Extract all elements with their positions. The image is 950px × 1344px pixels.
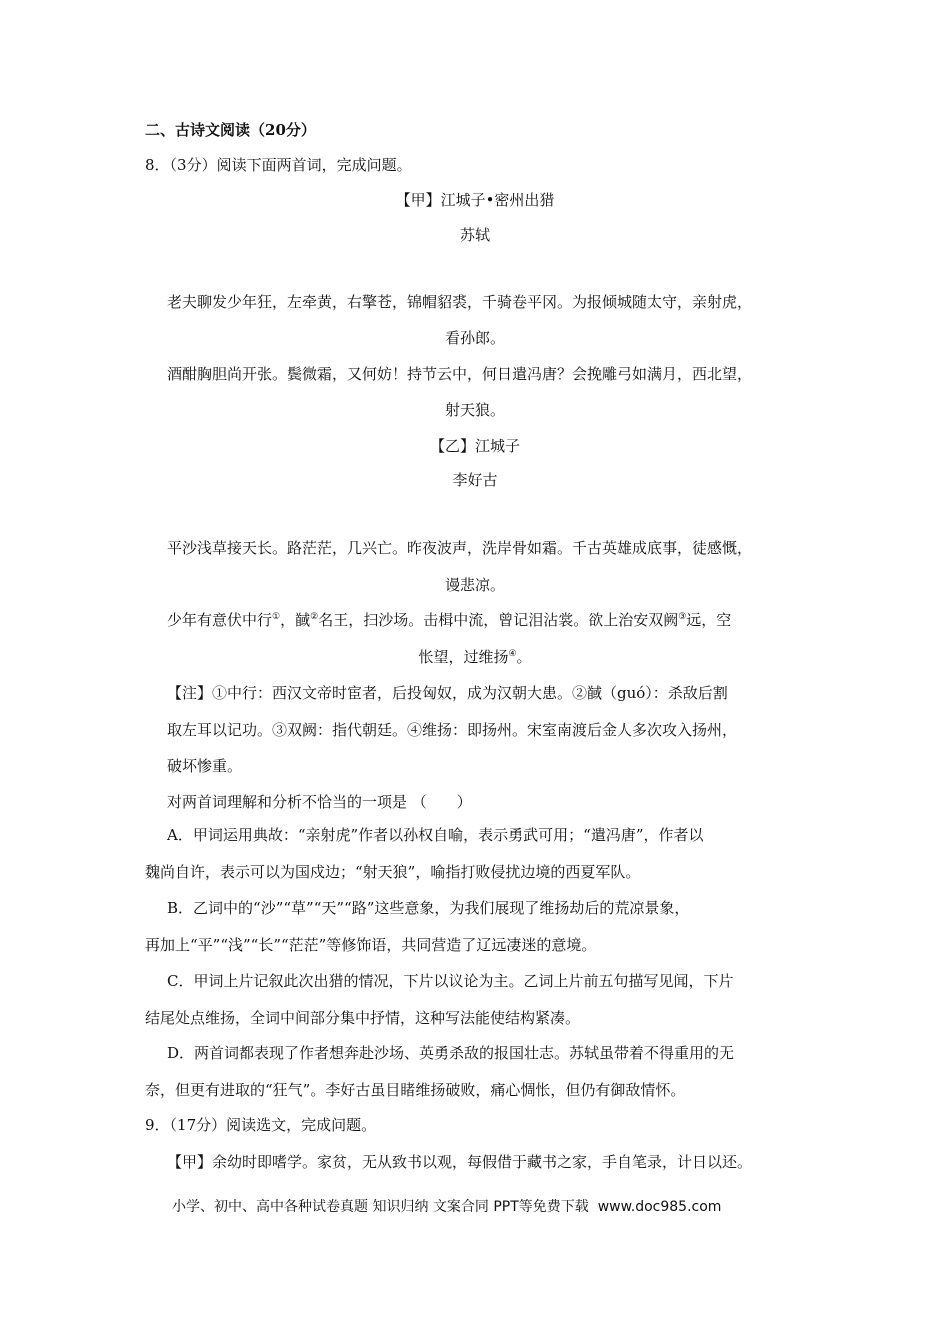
question-8-stem: 对两首词理解和分析不恰当的一项是 （ ） bbox=[167, 793, 472, 811]
footer bbox=[172, 1197, 721, 1217]
poem2-line2-end-part-a: 怅望，过维扬 bbox=[418, 648, 509, 666]
option-a-line1: A．甲词运用典故：“亲射虎”作者以孙权自喻，表示勇武可用；“遣冯唐”，作者以 bbox=[167, 826, 704, 844]
poem2-line2-part-b: ，馘 bbox=[280, 611, 311, 629]
footer-text: 小学、初中、高中各种试卷真题 知识归纳 文案合同 PPT等免费下载 bbox=[172, 1199, 589, 1215]
footnote-marker-4: ④ bbox=[508, 649, 517, 659]
poem2-title: 【乙】江城子 bbox=[429, 437, 520, 455]
question-9-prompt: 9．（17分）阅读选文，完成问题。 bbox=[145, 1116, 377, 1134]
option-d-line1: D．两首词都表现了作者想奔赴沙场、英勇杀敌的报国壮志。苏轼虽带着不得重用的无 bbox=[167, 1044, 735, 1062]
poem2-line1-end: 谩悲凉。 bbox=[444, 576, 505, 594]
poem2-line2 bbox=[167, 610, 731, 630]
poem2-line2-part-a: 少年有意伏中行 bbox=[167, 611, 273, 629]
option-c-line2: 结尾处点维扬，全词中间部分集中抒情，这种写法能使结构紧凑。 bbox=[145, 1009, 581, 1027]
option-d-line2: 奈，但更有进取的“狂气”。李好古虽目睹维扬破败，痛心惆怅，但仍有御敌情怀。 bbox=[145, 1081, 686, 1099]
poem1-line2: 酒酣胸胆尚开张。鬓微霜，又何妨！持节云中，何日遣冯唐？会挽雕弓如满月，西北望， bbox=[167, 365, 753, 383]
poem1-line1: 老夫聊发少年狂，左牵黄，右擎苍，锦帽貂裘，千骑卷平冈。为报倾城随太守，亲射虎， bbox=[167, 293, 753, 311]
option-b-line2: 再加上“平”“浅”“长”“茫茫”等修饰语，共同营造了辽远凄迷的意境。 bbox=[145, 936, 597, 954]
option-c-line1: C．甲词上片记叙此次出猎的情况，下片以议论为主。乙词上片前五句描写见闻，下片 bbox=[167, 972, 734, 990]
footnote-marker-1: ① bbox=[272, 612, 281, 622]
option-b-line1: B．乙词中的“沙”“草”“天”“路”这些意象，为我们展现了维扬劫后的荒凉景象， bbox=[167, 899, 690, 917]
poem2-line2-end bbox=[0, 647, 950, 667]
poem1-line2-end: 射天狼。 bbox=[444, 401, 505, 419]
poem1-line1-end: 看孙郎。 bbox=[444, 329, 505, 347]
poem1-title: 【甲】江城子•密州出猎 bbox=[395, 191, 555, 209]
question-9-passage: 【甲】余幼时即嗜学。家贫，无从致书以观，每假借于藏书之家，手自笔录，计日以还。 bbox=[167, 1153, 753, 1171]
poem2-line2-part-d: 远，空 bbox=[686, 611, 732, 629]
section-heading: 二、古诗文阅读（20分） bbox=[145, 121, 316, 139]
poem2-line1: 平沙浅草接天长。路茫茫，几兴亡。昨夜波声，洗岸骨如霜。千古英雄成底事，徒感慨， bbox=[167, 539, 753, 557]
question-8-prompt: 8．（3分）阅读下面两首词，完成问题。 bbox=[145, 156, 412, 174]
poem2-line2-part-c: 名王，扫沙场。击楫中流，曾记泪沾裳。欲上治安双阙 bbox=[318, 611, 679, 629]
poem2-author: 李好古 bbox=[452, 471, 498, 489]
footnote-marker-3: ③ bbox=[678, 612, 687, 622]
note-line1: 【注】①中行：西汉文帝时宦者，后投匈奴，成为汉朝大患。②馘（guó）：杀敌后割 bbox=[167, 684, 728, 702]
poem1-author: 苏轼 bbox=[459, 226, 490, 244]
footnote-marker-2: ② bbox=[310, 612, 319, 622]
option-a-line2: 魏尚自许，表示可以为国戍边；“射天狼”，喻指打败侵扰边境的西夏军队。 bbox=[145, 863, 641, 881]
note-line2: 取左耳以记功。③双阙：指代朝廷。④维扬：即扬州。宋室南渡后金人多次攻入扬州， bbox=[167, 721, 738, 739]
footer-link[interactable]: www.doc985.com bbox=[597, 1199, 722, 1215]
poem2-line2-end-part-b: 。 bbox=[516, 648, 532, 666]
note-line3: 破坏惨重。 bbox=[167, 757, 243, 775]
